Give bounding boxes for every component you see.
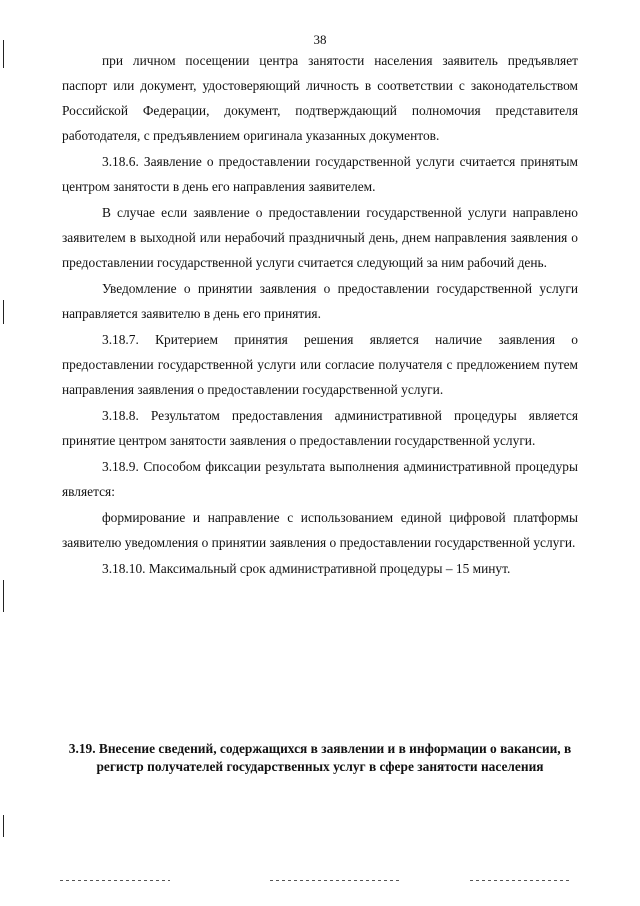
scan-edge-mark (3, 815, 4, 837)
scan-bottom-noise (270, 880, 400, 881)
scan-edge-mark (3, 580, 4, 612)
scan-edge-mark (3, 40, 4, 68)
paragraph-id-documents: при личном посещении центра занятости населения заявитель предъявляет паспорт или документ, удостоверяющий личность в соответствии с законодательством Российской Федерации, документ, подтверждающий полномочия представителя работодателя, с предъявлением оригинала указанных документов. (62, 53, 578, 143)
paragraph-formation: формирование и направление с использованием единой цифровой платформы заявителю уведомления о принятии заявления о предоставлении государственной услуги. (62, 510, 578, 550)
scan-edge-mark (3, 300, 4, 324)
document-body (62, 48, 578, 582)
paragraph-3-18-9: 3.18.9. Способом фиксации результата выполнения административной процедуры является: (62, 459, 578, 499)
section-heading-3-19: 3.19. Внесение сведений, содержащихся в заявлении и в информации о вакансии, в регистр получателей государственных услуг в сфере занятости населения (68, 741, 572, 774)
paragraph-notification: Уведомление о принятии заявления о предоставлении государственной услуги направляется заявителю в день его принятия. (62, 281, 578, 321)
page-number: 38 (313, 32, 327, 47)
scan-bottom-noise (470, 880, 570, 881)
paragraph-3-18-10: 3.18.10. Максимальный срок административной процедуры – 15 минут. (102, 561, 511, 576)
paragraph-holiday-submission: В случае если заявление о предоставлении государственной услуги направлено заявителем в выходной или нерабочий праздничный день, днем направления заявления о предоставлении государственной услуги считается следующий за ним рабочий день. (62, 205, 578, 270)
paragraph-3-18-8: 3.18.8. Результатом предоставления административной процедуры является принятие центром занятости заявления о предоставлении государственной услуги. (62, 408, 578, 448)
paragraph-3-18-7: 3.18.7. Критерием принятия решения является наличие заявления о предоставлении государственной услуги или согласие получателя с предложением путем направления заявления о предоставлении государственной услуги. (62, 332, 578, 397)
paragraph-3-18-6: 3.18.6. Заявление о предоставлении государственной услуги считается принятым центром занятости в день его направления заявителем. (62, 154, 578, 194)
scan-bottom-noise (60, 880, 170, 881)
